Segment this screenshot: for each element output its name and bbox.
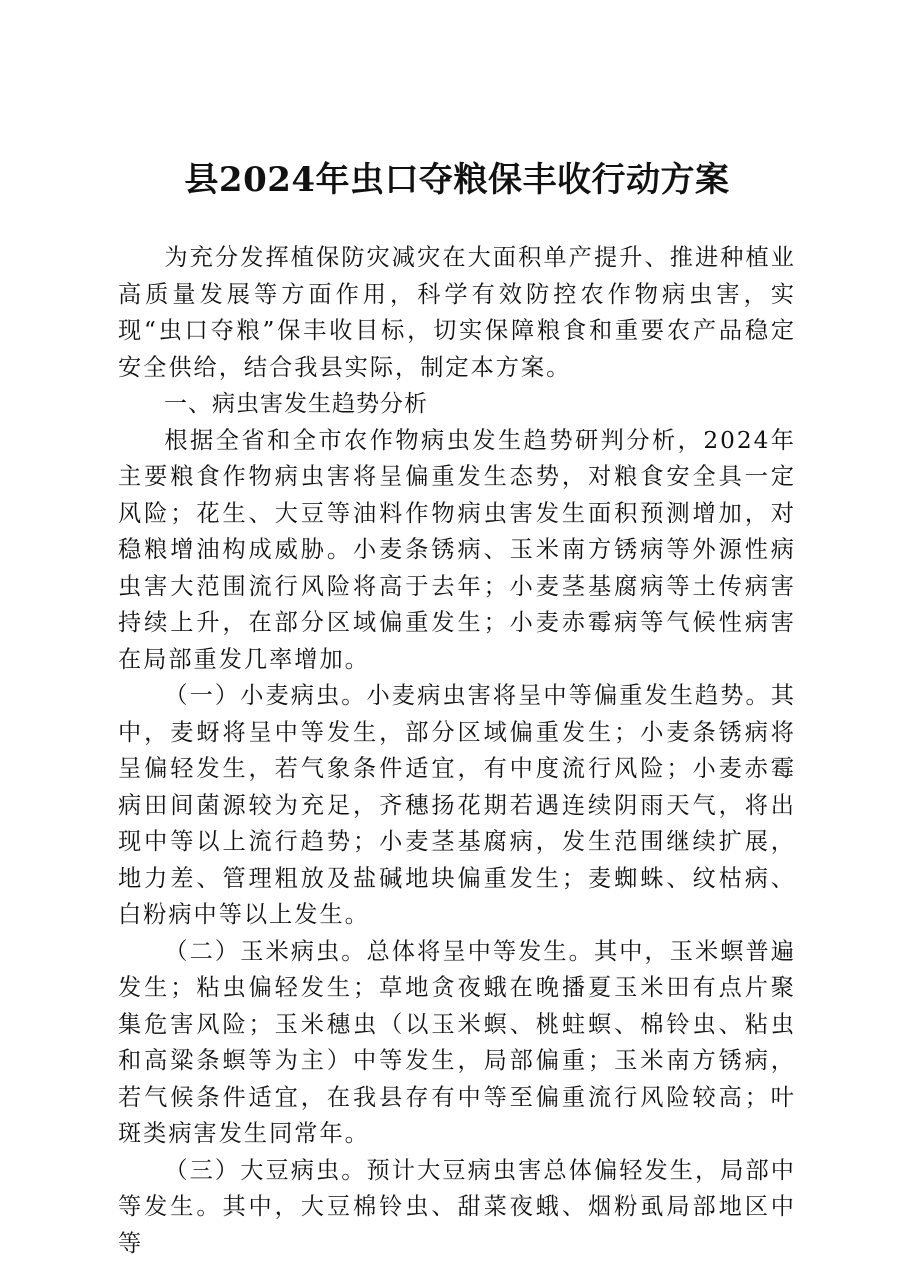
section-1-overview-paragraph: 根据全省和全市农作物病虫发生趋势研判分析，2024年主要粮食作物病虫害将呈偏重发生态势，对粮食安全具一定风险；花生、大豆等油料作物病虫害发生面积预测增加，对稳粮增油构成威胁。小麦条锈病、玉米南方锈病等外源性病虫害大范围流行风险将高于去年；小麦茎基腐病等土传病害持续上升，在部分区域偏重发生；小麦赤霉病等气候性病害在局部重发几率增加。	[118, 426, 796, 673]
document-page	[118, 150, 796, 1262]
wheat-paragraph: （一）小麦病虫。小麦病虫害将呈中等偏重发生趋势。其中，麦蚜将呈中等发生，部分区域偏重发生；小麦条锈病将呈偏轻发生，若气象条件适宜，有中度流行风险；小麦赤霉病田间菌源较为充足，齐穗扬花期若遇连续阴雨天气，将出现中等以上流行趋势；小麦茎基腐病，发生范围继续扩展，地力差、管理粗放及盐碱地块偏重发生；麦蜘蛛、纹枯病、白粉病中等以上发生。	[118, 682, 796, 928]
section-1-heading: 一、病虫害发生趋势分析	[164, 391, 428, 417]
intro-paragraph: 为充分发挥植保防灾减灾在大面积单产提升、推进种植业高质量发展等方面作用，科学有效防控农作物病虫害，实现“虫口夺粮”保丰收目标，切实保障粮食和重要农产品稳定安全供给，结合我县实际，制定本方案。	[118, 244, 796, 381]
document-title: 县2024年虫口夺粮保丰收行动方案	[184, 160, 730, 200]
soybean-paragraph: （三）大豆病虫。预计大豆病虫害总体偏轻发生，局部中等发生。其中，大豆棉铃虫、甜菜夜蛾、烟粉虱局部地区中等	[118, 1156, 796, 1257]
corn-paragraph: （二）玉米病虫。总体将呈中等发生。其中，玉米螟普遍发生；粘虫偏轻发生；草地贪夜蛾在晚播夏玉米田有点片聚集危害风险；玉米穗虫（以玉米螟、桃蛀螟、棉铃虫、粘虫和高粱条螟等为主）中等发生，局部偏重；玉米南方锈病，若气候条件适宜，在我县存有中等至偏重流行风险较高；叶斑类病害发生同常年。	[118, 937, 796, 1147]
